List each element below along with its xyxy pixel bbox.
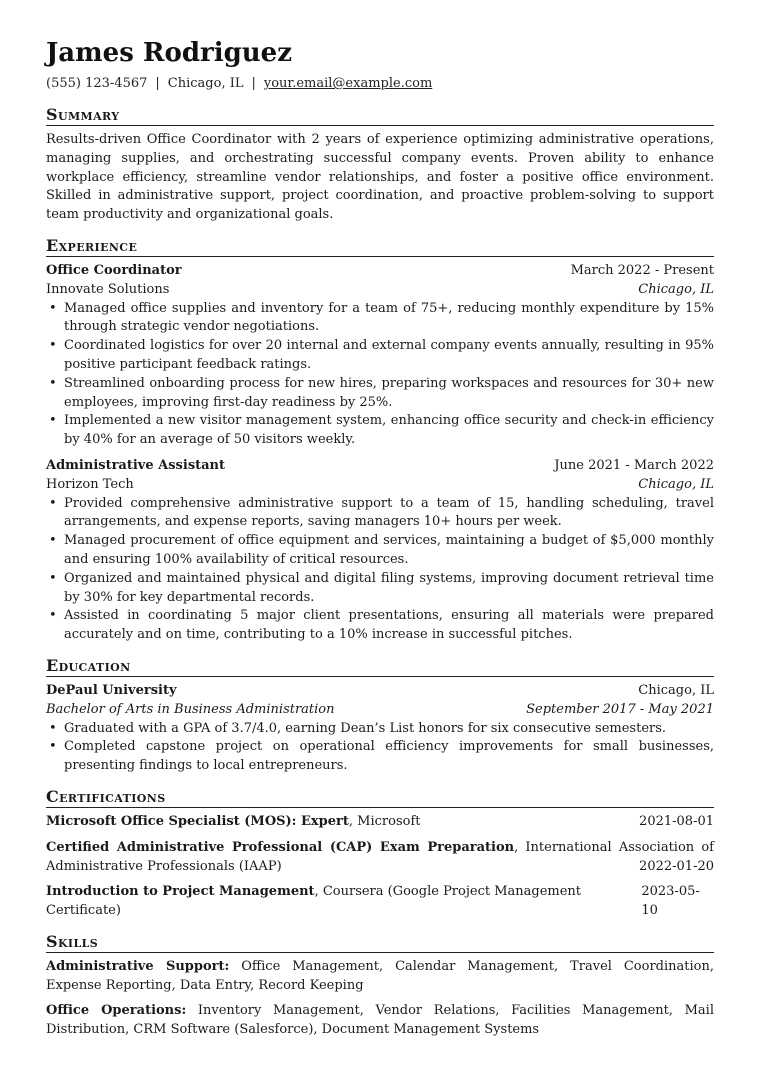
section-title-education: Education bbox=[46, 657, 714, 677]
summary-section bbox=[46, 106, 714, 225]
experience-section bbox=[46, 237, 714, 645]
education-bullets bbox=[46, 720, 714, 776]
job-bullets bbox=[46, 300, 714, 450]
phone-number: (555) 123-4567 bbox=[46, 76, 148, 91]
summary-text: Results-driven Office Coordinator with 2 years of experience optimizing administrative operations, managing supplies, and orchestrating successful company events. Proven ability to enhance workplace efficiency, streamline vendor relationships, and foster a positive office environment. Skilled in administrative support, project coordination, and proactive problem-solving to support team productivity and organizational goals. bbox=[46, 132, 714, 223]
section-title-certifications: Certifications bbox=[46, 788, 714, 808]
school-name: DePaul University bbox=[46, 682, 177, 698]
contact-line bbox=[46, 76, 714, 92]
certification-issuer: , Coursera (Google Project Management Certificate) bbox=[46, 884, 582, 919]
job-entry bbox=[46, 457, 714, 645]
education-entry bbox=[46, 682, 714, 776]
skill-group bbox=[46, 1002, 714, 1040]
resume-page bbox=[46, 38, 714, 1047]
certification-issuer: , International Association of Administrative Professionals (IAAP) bbox=[46, 839, 714, 874]
bullet-item: • Provided comprehensive administrative support to a team of 15, handling scheduling, travel arrangements, and expense reports, saving managers 10+ hours per week. bbox=[64, 495, 714, 533]
certification-item bbox=[46, 883, 714, 921]
job-dates: June 2021 - March 2022 bbox=[554, 457, 714, 473]
certification-date: 2021-08-01 bbox=[639, 813, 714, 829]
certification-item bbox=[46, 839, 714, 877]
bullet-item: • Assisted in coordinating 5 major client presentations, ensuring all materials were prepared accurately and on time, contributing to a 10% increase in successful pitches. bbox=[64, 607, 714, 645]
job-bullets bbox=[46, 495, 714, 645]
skill-group-list: Inventory Management, Vendor Relations, Facilities Management, Mail Distribution, CRM Software (Salesforce), Document Management Systems bbox=[46, 1003, 714, 1038]
certification-name: Microsoft Office Specialist (MOS): Expert bbox=[46, 813, 349, 829]
certification-date: 2023-05-10 bbox=[641, 884, 700, 919]
skill-group-label: Office Operations: bbox=[46, 1003, 187, 1019]
certification-name: Introduction to Project Management bbox=[46, 884, 315, 900]
bullet-item: • Managed procurement of office equipment and services, maintaining a budget of $5,000 monthly and ensuring 100% availability of critical resources. bbox=[64, 532, 714, 570]
company-name: Innovate Solutions bbox=[46, 281, 170, 297]
job-location: Chicago, IL bbox=[638, 281, 714, 297]
bullet-item: • Coordinated logistics for over 20 internal and external company events annually, resulting in 95% positive participant feedback ratings. bbox=[64, 337, 714, 375]
certification-item bbox=[46, 813, 714, 832]
bullet-item: • Graduated with a GPA of 3.7/4.0, earning Dean’s List honors for six consecutive semesters. bbox=[64, 720, 714, 739]
bullet-item: • Completed capstone project on operational efficiency improvements for small businesses, presenting findings to local entrepreneurs. bbox=[64, 738, 714, 776]
bullet-item: • Organized and maintained physical and digital filing systems, improving document retrieval time by 30% for key departmental records. bbox=[64, 570, 714, 608]
skill-group bbox=[46, 958, 714, 996]
location: Chicago, IL bbox=[167, 76, 244, 91]
section-title-skills: Skills bbox=[46, 933, 714, 953]
job-title: Administrative Assistant bbox=[46, 457, 226, 473]
company-name: Horizon Tech bbox=[46, 476, 134, 492]
contact-separator: | bbox=[251, 76, 256, 91]
job-dates: March 2022 - Present bbox=[570, 262, 714, 278]
skill-group-list: Office Management, Calendar Management, Travel Coordination, Expense Reporting, Data Entry, Record Keeping bbox=[46, 958, 714, 993]
education-section bbox=[46, 657, 714, 776]
bullet-item: • Implemented a new visitor management system, enhancing office security and check-in efficiency by 40% for an average of 50 visitors weekly. bbox=[64, 412, 714, 450]
job-entry bbox=[46, 262, 714, 450]
candidate-name: James Rodriguez bbox=[46, 38, 292, 68]
skills-section bbox=[46, 933, 714, 1040]
skill-group-label: Administrative Support: bbox=[46, 958, 230, 974]
certification-issuer: , Microsoft bbox=[348, 813, 421, 829]
school-location: Chicago, IL bbox=[638, 682, 714, 698]
bullet-item: • Streamlined onboarding process for new hires, preparing workspaces and resources for 30+ new employees, improving first-day readiness by 25%. bbox=[64, 375, 714, 413]
certification-name: Certified Administrative Professional (CAP) Exam Preparation bbox=[46, 839, 515, 855]
job-location: Chicago, IL bbox=[638, 476, 714, 492]
contact-separator: | bbox=[155, 76, 160, 91]
bullet-item: • Managed office supplies and inventory for a team of 75+, reducing monthly expenditure by 15% through strategic vendor negotiations. bbox=[64, 300, 714, 338]
email-link[interactable]: your.email@example.com bbox=[263, 76, 433, 91]
education-dates: September 2017 - May 2021 bbox=[526, 701, 714, 717]
section-title-experience: Experience bbox=[46, 237, 714, 257]
job-title: Office Coordinator bbox=[46, 262, 182, 278]
section-title-summary: Summary bbox=[46, 106, 714, 126]
certification-date: 2022-01-20 bbox=[639, 858, 714, 874]
certifications-section bbox=[46, 788, 714, 921]
degree-name: Bachelor of Arts in Business Administration bbox=[46, 701, 335, 717]
